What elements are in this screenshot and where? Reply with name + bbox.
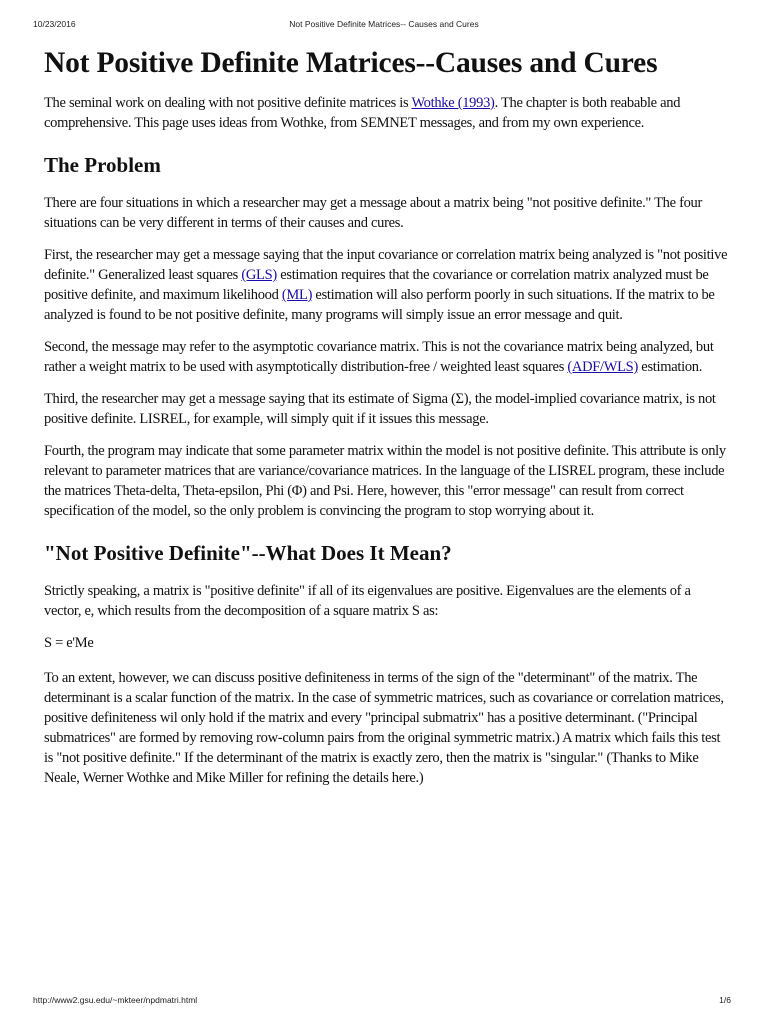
p2-text-1: First, the researcher may get a message saying that the input covariance or correlation matrix being analyzed is "not positive definite." Generalized least squares bbox=[44, 247, 728, 283]
page-title: Not Positive Definite Matrices--Causes and Cures bbox=[44, 47, 658, 79]
adf-wls-link[interactable]: (ADF/WLS) bbox=[567, 359, 638, 375]
problem-paragraph-2 bbox=[44, 245, 730, 325]
meaning-paragraph-1: Strictly speaking, a matrix is "positive definite" if all of its eigenvalues are positive. Eigenvalues are the elements of a vector, e, which results from the decomposition of a square matrix S as: bbox=[44, 583, 691, 619]
print-date: 10/23/2016 bbox=[33, 19, 76, 29]
p3-text-2: estimation. bbox=[637, 359, 703, 375]
problem-heading: The Problem bbox=[44, 153, 161, 177]
gls-link[interactable]: (GLS) bbox=[241, 267, 277, 283]
problem-paragraph-3 bbox=[44, 337, 730, 377]
problem-paragraph-4: Third, the researcher may get a message saying that its estimate of Sigma (Σ), the model-implied covariance matrix, is not positive definite. LISREL, for example, will simply quit if it issues this message. bbox=[44, 391, 716, 427]
p2-text-3: estimation will also perform poorly in such situations. If the matrix to be analyzed is found to be not positive definite, many programs will simply issue an error message and quit. bbox=[44, 287, 715, 323]
p2-text-2: estimation requires that the covariance or correlation matrix analyzed must be positive definite, and maximum likelihood bbox=[44, 267, 709, 303]
page-number: 1/6 bbox=[719, 995, 731, 1005]
wothke-link[interactable]: Wothke (1993) bbox=[411, 95, 495, 111]
print-title: Not Positive Definite Matrices-- Causes and Cures bbox=[289, 19, 479, 29]
p3-text-1: Second, the message may refer to the asymptotic covariance matrix. This is not the covariance matrix being analyzed, but rather a weight matrix to be used with asymptotically distribution-free / weighted least squares bbox=[44, 339, 714, 375]
ml-link[interactable]: (ML) bbox=[281, 287, 313, 303]
problem-paragraph-5: Fourth, the program may indicate that some parameter matrix within the model is not positive definite. This attribute is only relevant to parameter matrices that are variance/covariance matrices. In the language of the LISREL program, these include the matrices Theta-delta, Theta-epsilon, Phi (Φ) and Psi. Here, however, this "error message" can result from correct specification of the model, so the only problem is convincing the program to stop worrying about it. bbox=[44, 443, 726, 519]
print-url: http://www2.gsu.edu/~mkteer/npdmatri.html bbox=[33, 995, 198, 1005]
meaning-heading: "Not Positive Definite"--What Does It Mean? bbox=[44, 541, 452, 565]
eigen-equation: S = e'Me bbox=[44, 635, 94, 651]
intro-text-1: The seminal work on dealing with not positive definite matrices is bbox=[44, 95, 412, 111]
article bbox=[44, 44, 730, 800]
intro-paragraph bbox=[44, 93, 730, 133]
problem-paragraph-1: There are four situations in which a researcher may get a message about a matrix being "not positive definite." The four situations can be very different in terms of their causes and cures. bbox=[44, 195, 703, 231]
intro-text-2: . The chapter is both reabable and comprehensive. This page uses ideas from Wothke, from SEMNET messages, and from my own experience. bbox=[44, 95, 681, 131]
meaning-paragraph-2: To an extent, however, we can discuss positive definiteness in terms of the sign of the "determinant" of the matrix. The determinant is a scalar function of the matrix. In the case of symmetric matrices, such as covariance or correlation matrices, positive definiteness wil only hold if the matrix and every "principal submatrix" has a positive determinant. ("Principal submatrices" are formed by removing row-column pairs from the original symmetric matrix.) A matrix which fails this test is "not positive definite." If the determinant of the matrix is exactly zero, then the matrix is "singular." (Thanks to Mike Neale, Werner Wothke and Mike Miller for refining the details here.) bbox=[44, 670, 724, 786]
